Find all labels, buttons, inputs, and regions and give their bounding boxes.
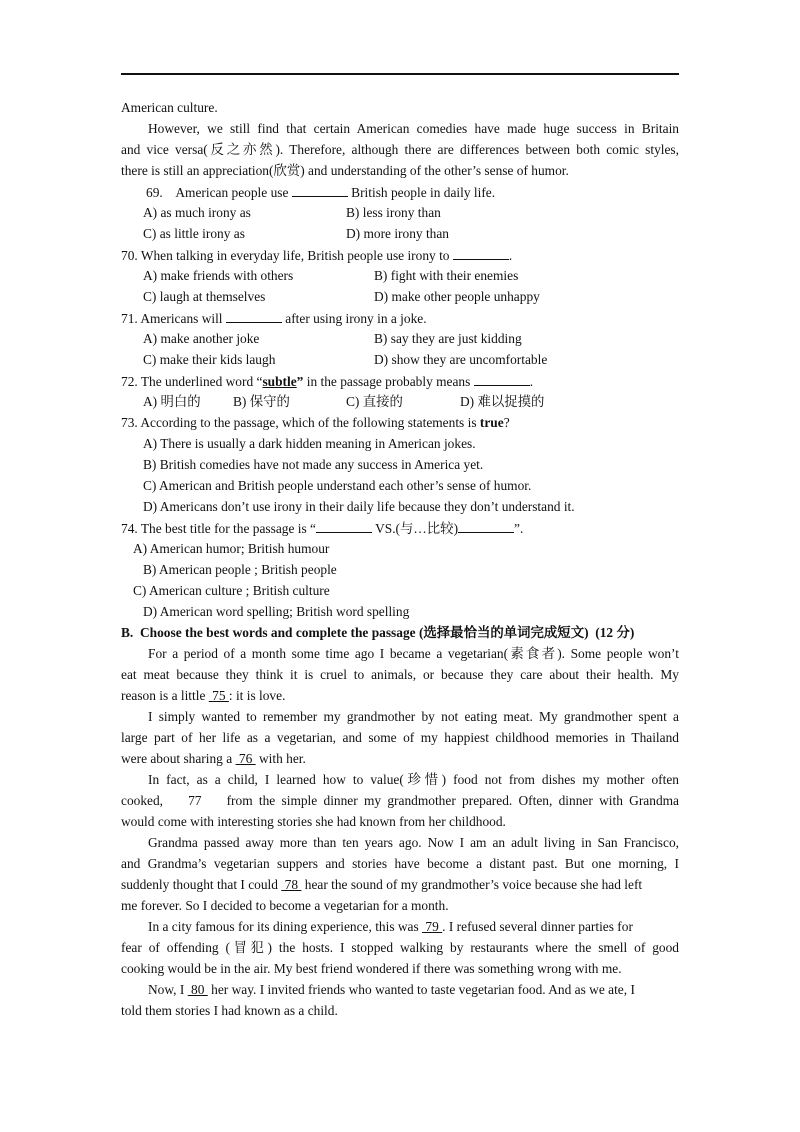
section-b-heading: B. Choose the best words and complete the passage (选择最恰当的单词完成短文) (12 分): [121, 625, 635, 640]
option-b: B) fight with their enemies: [374, 268, 519, 283]
option-d: D) show they are uncomfortable: [374, 352, 548, 367]
option-a: A) make friends with others: [143, 268, 294, 283]
answer-blank: [453, 247, 509, 260]
passage-line: cooking would be in the air. My best friend wondered if there was something wrong with me.: [121, 961, 622, 976]
passage-line: cooked, 77 from the simple dinner my grandmother prepared. Often, dinner with Grandma: [121, 793, 679, 808]
option-b: B) British comedies have not made any success in America yet.: [143, 457, 484, 472]
passage-line: In a city famous for its dining experience, this was 79 . I refused several dinner parties for: [148, 919, 633, 934]
passage-line: were about sharing a 76 with her.: [121, 751, 306, 766]
option-c: C) American culture ; British culture: [133, 583, 330, 598]
option-b: B) American people ; British people: [143, 562, 337, 577]
blank-75: 75: [208, 688, 229, 703]
option-a: A) 明白的: [143, 394, 201, 409]
passage-line: suddenly thought that I could 78 hear the sound of my grandmother’s voice because she had left: [121, 877, 643, 892]
underlined-word: subtle: [262, 374, 297, 389]
option-c: C) American and British people understand each other’s sense of humor.: [143, 478, 532, 493]
passage-line: Now, I 80 her way. I invited friends who wanted to taste vegetarian food. And as we ate, I: [148, 982, 635, 997]
passage-line: told them stories I had known as a child.: [121, 1003, 338, 1018]
passage-line: would come with interesting stories she had known from her childhood.: [121, 814, 506, 829]
passage-line: For a period of a month some time ago I became a vegetarian(素食者). Some people won’t: [148, 646, 679, 661]
passage-line: American culture.: [121, 100, 218, 115]
answer-blank: [316, 520, 372, 533]
option-d: D) more irony than: [346, 226, 450, 241]
option-a: A) American humor; British humour: [133, 541, 330, 556]
option-c: C) laugh at themselves: [143, 289, 266, 304]
option-d: D) 难以捉摸的: [460, 394, 545, 409]
answer-blank: [292, 184, 348, 197]
passage-line: fear of offending (冒犯) the hosts. I stopped walking by restaurants where the smell of good: [121, 940, 679, 955]
option-b: B) 保守的: [233, 394, 290, 409]
option-a: A) make another joke: [143, 331, 260, 346]
answer-blank: [474, 373, 530, 386]
option-d: D) Americans don’t use irony in their daily life because they don’t understand it.: [143, 499, 575, 514]
option-c: C) 直接的: [346, 394, 403, 409]
option-a: A) as much irony as: [143, 205, 251, 220]
option-c: C) as little irony as: [143, 226, 245, 241]
passage-line: reason is a little 75 : it is love.: [121, 688, 286, 703]
blank-76: 76: [235, 751, 256, 766]
question-71-stem: 71. Americans will after using irony in a joke.: [121, 311, 427, 326]
blank-79: 79: [422, 919, 443, 934]
passage-line: there is still an appreciation(欣赏) and understanding of the other’s sense of humor.: [121, 163, 569, 178]
answer-blank: [226, 310, 282, 323]
question-73-stem: 73. According to the passage, which of the following statements is true?: [121, 415, 510, 430]
option-d: D) American word spelling; British word spelling: [143, 604, 410, 619]
question-74-stem: 74. The best title for the passage is “ VS.(与…比较) ”.: [121, 521, 524, 536]
passage-line: and vice versa(反之亦然). Therefore, although there are differences between both comic styles,: [121, 142, 679, 157]
passage-line: me forever. So I decided to become a vegetarian for a month.: [121, 898, 449, 913]
question-72-stem: 72. The underlined word “subtle” in the passage probably means .: [121, 374, 534, 389]
option-c: C) make their kids laugh: [143, 352, 276, 367]
passage-line: In fact, as a child, I learned how to value(珍惜) food not from dishes my mother often: [148, 772, 679, 787]
passage-line: large part of her life as a vegetarian, and some of my happiest childhood memories in Thailand: [121, 730, 679, 745]
option-b: B) say they are just kidding: [374, 331, 522, 346]
question-70-stem: 70. When talking in everyday life, British people use irony to .: [121, 248, 513, 263]
option-b: B) less irony than: [346, 205, 441, 220]
blank-80: 80: [187, 982, 208, 997]
option-d: D) make other people unhappy: [374, 289, 540, 304]
option-a: A) There is usually a dark hidden meaning in American jokes.: [143, 436, 476, 451]
blank-78: 78: [281, 877, 302, 892]
passage-line: However, we still find that certain American comedies have made huge success in Britain: [148, 121, 679, 136]
passage-line: and Grandma’s vegetarian suppers and stories have become a distant past. But one morning, I: [121, 856, 679, 871]
passage-line: I simply wanted to remember my grandmother by not eating meat. My grandmother spent a: [148, 709, 679, 724]
question-69-stem: 69. American people use British people in daily life.: [146, 185, 496, 200]
header-rule: [121, 73, 679, 75]
answer-blank: [458, 520, 514, 533]
passage-line: eat meat because they think it is cruel to animals, or because they care about their health. My: [121, 667, 679, 682]
passage-line: Grandma passed away more than ten years ago. Now I am an adult living in San Francisco,: [148, 835, 679, 850]
